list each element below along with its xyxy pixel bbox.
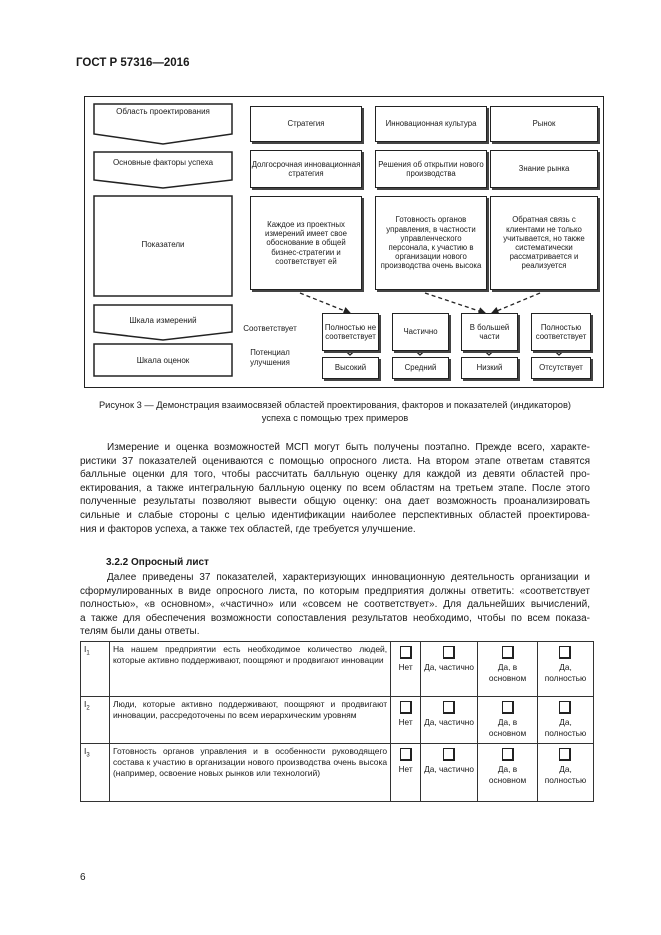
connector-2 bbox=[425, 293, 485, 313]
table-row bbox=[81, 642, 594, 697]
potential-1: Высокий bbox=[322, 357, 379, 379]
question-id: $I_3$ bbox=[81, 744, 110, 802]
checkbox[interactable] bbox=[502, 701, 514, 714]
checkbox[interactable] bbox=[400, 748, 412, 761]
potential-3: Низкий bbox=[461, 357, 518, 379]
para1-line: полученные результаты позволяют вывести общую оценку: она дает возможность проанализировать bbox=[80, 496, 590, 508]
para1-line: ристики 37 показателей оцениваются с помощью опросного листа. На втором этапе ответам ставятся bbox=[80, 455, 590, 467]
table-row bbox=[81, 697, 594, 744]
col3-factor: Знание рынка bbox=[490, 150, 598, 188]
scale-4: Полностью соответствует bbox=[531, 313, 591, 351]
option-fully[interactable]: Да, полностью bbox=[537, 697, 593, 744]
col2-factor: Решения об открытии нового производства bbox=[375, 150, 487, 188]
checkbox[interactable] bbox=[559, 646, 571, 659]
question-text: На нашем предприятии есть необходимое количество людей, которые активно поддерживают, поощряют и продвигают инновации bbox=[109, 642, 390, 697]
potential-2: Средний bbox=[392, 357, 449, 379]
label-potential: Потенциал улучшения bbox=[250, 348, 290, 367]
page-number: 6 bbox=[80, 872, 86, 883]
paragraph-1 bbox=[80, 441, 590, 536]
para2-line: телям были даны ответы. bbox=[80, 626, 200, 638]
col2-title: Инновационная культура bbox=[375, 106, 487, 142]
checkbox[interactable] bbox=[502, 748, 514, 761]
question-text: Готовность органов управления и в особенности руководящего состава к участию в организации нового производства очень высока (например, освоение новых рынков или технологий) bbox=[109, 744, 390, 802]
option-partly[interactable]: Да, частично bbox=[421, 744, 478, 802]
checkbox[interactable] bbox=[443, 748, 455, 761]
option-fully[interactable]: Да, полностью bbox=[537, 642, 593, 697]
option-mostly[interactable]: Да, в основном bbox=[478, 744, 538, 802]
para2-line: Далее приведены 37 показателей, характеризующих инновационную деятельность организации и bbox=[107, 572, 590, 583]
para1-line: ектирования, а также интегральную балльную оценку по всем областям на третьем этапе. После этого bbox=[80, 482, 590, 494]
connector-3 bbox=[492, 293, 540, 313]
option-partly[interactable]: Да, частично bbox=[421, 642, 478, 697]
question-id: $I_2$ bbox=[81, 697, 110, 744]
col1-title: Стратегия bbox=[250, 106, 362, 142]
potential-4: Отсутствует bbox=[531, 357, 591, 379]
checkbox[interactable] bbox=[400, 701, 412, 714]
left-label-indicators: Показатели bbox=[141, 240, 185, 249]
figure-caption bbox=[80, 399, 590, 424]
para2-line: полностью», «в основном», «частично» или «совсем не соответствует». Для дальнейших вычислений, bbox=[80, 599, 590, 611]
checkbox[interactable] bbox=[559, 701, 571, 714]
scale-3: В большей части bbox=[461, 313, 518, 351]
para1-line: ния и факторов успеха, а также тех областей, где требуется улучшение. bbox=[80, 523, 416, 535]
option-partly[interactable]: Да, частично bbox=[421, 697, 478, 744]
left-label-rating: Шкала оценок bbox=[136, 356, 190, 365]
para1-line: сильные и слабые стороны с целью идентификации наиболее перспективных областей проектирова- bbox=[80, 509, 590, 521]
checkbox[interactable] bbox=[443, 646, 455, 659]
document-header: ГОСТ Р 57316—2016 bbox=[76, 57, 190, 69]
table-row bbox=[81, 744, 594, 802]
left-label-area: Область проектирования bbox=[116, 107, 210, 116]
col3-indicator: Обратная связь с клиентами не только учитывается, но также систематически рассматривается и реализуется bbox=[490, 196, 598, 290]
left-label-scale: Шкала измерений bbox=[129, 316, 197, 325]
option-no[interactable]: Нет bbox=[391, 744, 421, 802]
questionnaire-table bbox=[80, 641, 594, 802]
para2-line: а также для обеспечения возможности сопоставления результатов необходимо, чтобы по всем показа- bbox=[80, 612, 590, 624]
option-no[interactable]: Нет bbox=[391, 697, 421, 744]
label-match: Соответствует bbox=[243, 324, 297, 333]
section-heading: 3.2.2 Опросный лист bbox=[106, 557, 209, 568]
option-fully[interactable]: Да, полностью bbox=[537, 744, 593, 802]
para2-line: сформулированных в виде опросного листа, по которым предприятия должны ответить: «соответствует bbox=[80, 585, 590, 597]
scale-1: Полностью не соответствует bbox=[322, 313, 379, 351]
checkbox[interactable] bbox=[443, 701, 455, 714]
para1-line: Измерение и оценка возможностей МСП могут быть получены поэтапно. Прежде всего, характе- bbox=[107, 442, 590, 453]
checkbox[interactable] bbox=[559, 748, 571, 761]
para1-line: балльные оценки для того, чтобы рассчитать балльную оценку для каждой из девяти областей про- bbox=[80, 469, 590, 481]
question-text: Люди, которые активно поддерживают, поощряют и продвигают инновации, рассредоточены по всем иерархическим уровням bbox=[109, 697, 390, 744]
checkbox[interactable] bbox=[400, 646, 412, 659]
scale-2: Частично bbox=[392, 313, 449, 351]
option-mostly[interactable]: Да, в основном bbox=[478, 697, 538, 744]
option-mostly[interactable]: Да, в основном bbox=[478, 642, 538, 697]
checkbox[interactable] bbox=[502, 646, 514, 659]
col2-indicator: Готовность органов управления, в частности управленческого персонала, к участию в организации нового производства очень высока bbox=[375, 196, 487, 290]
paragraph-2 bbox=[80, 571, 590, 639]
col3-title: Рынок bbox=[490, 106, 598, 142]
connector-1 bbox=[300, 293, 350, 313]
question-id: $I_1$ bbox=[81, 642, 110, 697]
option-no[interactable]: Нет bbox=[391, 642, 421, 697]
col1-indicator: Каждое из проектных измерений имеет свое обоснование в общей бизнес-стратегии и соответствует ей bbox=[250, 196, 362, 290]
left-label-factors: Основные факторы успеха bbox=[112, 158, 214, 167]
caption-line-2: успеха с помощью трех примеров bbox=[261, 412, 409, 423]
caption-line-1: Рисунок 3 — Демонстрация взаимосвязей областей проектирования, факторов и показателей (индикаторов) bbox=[98, 400, 572, 410]
col1-factor: Долгосрочная инновационная стратегия bbox=[250, 150, 362, 188]
